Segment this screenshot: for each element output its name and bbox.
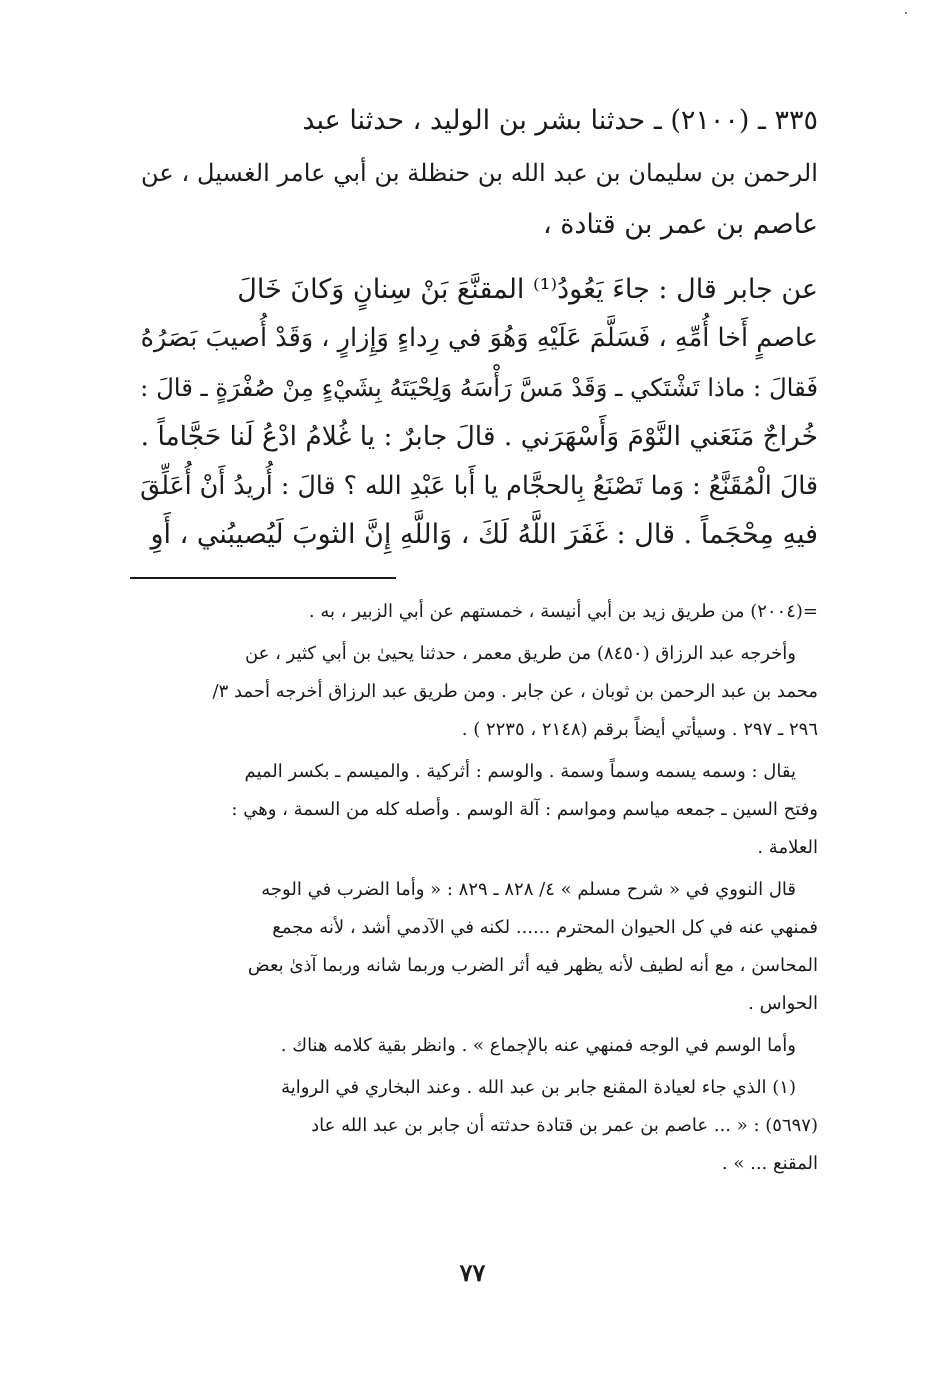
footnote-line: فمنهي عنه في كل الحيوان المحترم ...... لكنه في الآدمي أشد ، لأنه مجمع	[272, 917, 818, 938]
hadith-body-line-4: خُراجٌ مَنَعَني النَّوْمَ وَأَسْهَرَني . قالَ جابرٌ : يا غُلامُ ادْعُ لَنا حَجَّاماً .	[140, 421, 818, 452]
hadith-body-line-1: عن جابر قال : جاءَ يَعُودُ⁽¹⁾ المقنَّعَ بَنْ سِنانٍ وَكانَ خَالَ	[237, 274, 818, 305]
footnote-line: وأما الوسم في الوجه فمنهي عنه بالإجماع » . وانظر بقية كلامه هناك .	[280, 1035, 796, 1056]
hadith-body-line-2: عاصمٍ أَخا أُمِّهِ ، فَسَلَّمَ عَلَيْهِ وَهُوَ في رِداءٍ وَإِزارٍ ، وَقَدْ أُصيبَ بَصَرُهُ	[140, 323, 818, 353]
footnote-line: محمد بن عبد الرحمن بن ثوبان ، عن جابر . ومن طريق عبد الرزاق أخرجه أحمد ٣/	[212, 681, 818, 702]
hadith-header-line-3: عاصم بن عمر بن قتادة ،	[542, 209, 818, 240]
footnote-line: =(٢٠٠٤) من طريق زيد بن أبي أنيسة ، خمستهم عن أبي الزبير ، به .	[308, 601, 818, 622]
footnote-line: وفتح السين ـ جمعه مياسم ومواسم : آلة الوسم . وأصله كله من السمة ، وهي :	[231, 799, 818, 820]
paragraph-gap	[130, 251, 818, 265]
footnote-wasm-ijma	[130, 1027, 818, 1065]
footnote-line: وأخرجه عبد الرزاق (٨٤٥٠) من طريق معمر ، حدثنا يحيىٰ بن أبي كثير ، عن	[244, 643, 796, 664]
hadith-body-line-5: قالَ الْمُقَنَّعُ : وَما تَصْنَعُ بِالحجَّام يا أَبا عَبْدِ الله ؟ قالَ : أُريدُ أَنْ أُعَلِّقَ	[140, 471, 818, 500]
scan-speck	[905, 12, 907, 14]
footnote-line: (١) الذي جاء لعيادة المقنع جابر بن عبد الله . وعند البخاري في الرواية	[281, 1077, 796, 1098]
hadith-header-line-2: الرحمن بن سليمان بن عبد الله بن حنظلة بن أبي عامر الغسيل ، عن	[140, 159, 818, 187]
footnote-line: ٢٩٦ ـ ٢٩٧ . وسيأتي أيضاً برقم (٢١٤٨ ، ٢٢٣٥ ) .	[461, 719, 818, 740]
footnote-wasm-definition	[130, 753, 818, 867]
footnote-line: يقال : وسمه يسمه وسماً وسمة . والوسم : أثركية . والميسم ـ بكسر الميم	[244, 761, 796, 782]
footnote-continuation	[130, 593, 818, 631]
hadith-header	[130, 95, 818, 251]
hadith-body	[130, 265, 818, 559]
footnote-separator	[130, 577, 396, 579]
page-content	[130, 95, 818, 1187]
hadith-header-line-1: ٣٣٥ ـ (٢١٠٠) ـ حدثنا بشر بن الوليد ، حدثنا عبد	[302, 105, 818, 136]
footnote-line: (٥٦٩٧) : « ... عاصم بن عمر بن قتادة حدثته أن جابر بن عبد الله عاد	[311, 1115, 818, 1136]
footnote-line: قال النووي في « شرح مسلم » ٤/ ٨٢٨ ـ ٨٢٩ : « وأما الضرب في الوجه	[261, 879, 796, 900]
footnote-line: المحاسن ، مع أنه لطيف لأنه يظهر فيه أثر الضرب وربما شانه وربما آذىٰ بعض	[247, 955, 818, 976]
footnote-nawawi	[130, 871, 818, 1023]
footnote-abd-al-razzaq	[130, 635, 818, 749]
hadith-body-line-3: فَقالَ : ماذا تَشْتَكي ـ وَقَدْ مَسَّ رَأْسَهُ وَلِحْيَتَهُ بِشَيْءٍ مِنْ صُفْرَةٍ ـ قالَ :	[140, 373, 818, 402]
footnote-line: الحواس .	[748, 993, 818, 1014]
footnote-line: العلامة .	[757, 837, 818, 858]
hadith-body-line-6: فيهِ مِحْجَماً . قال : غَفَرَ اللَّهُ لَكَ ، وَاللَّهِ إِنَّ الثوبَ لَيُصيبُني ، أَوِ	[150, 519, 818, 550]
footnote-1	[130, 1069, 818, 1183]
page-number: ٧٧	[459, 1258, 486, 1287]
footnote-line: المقنع ... » .	[721, 1153, 818, 1174]
footnotes	[130, 593, 818, 1183]
